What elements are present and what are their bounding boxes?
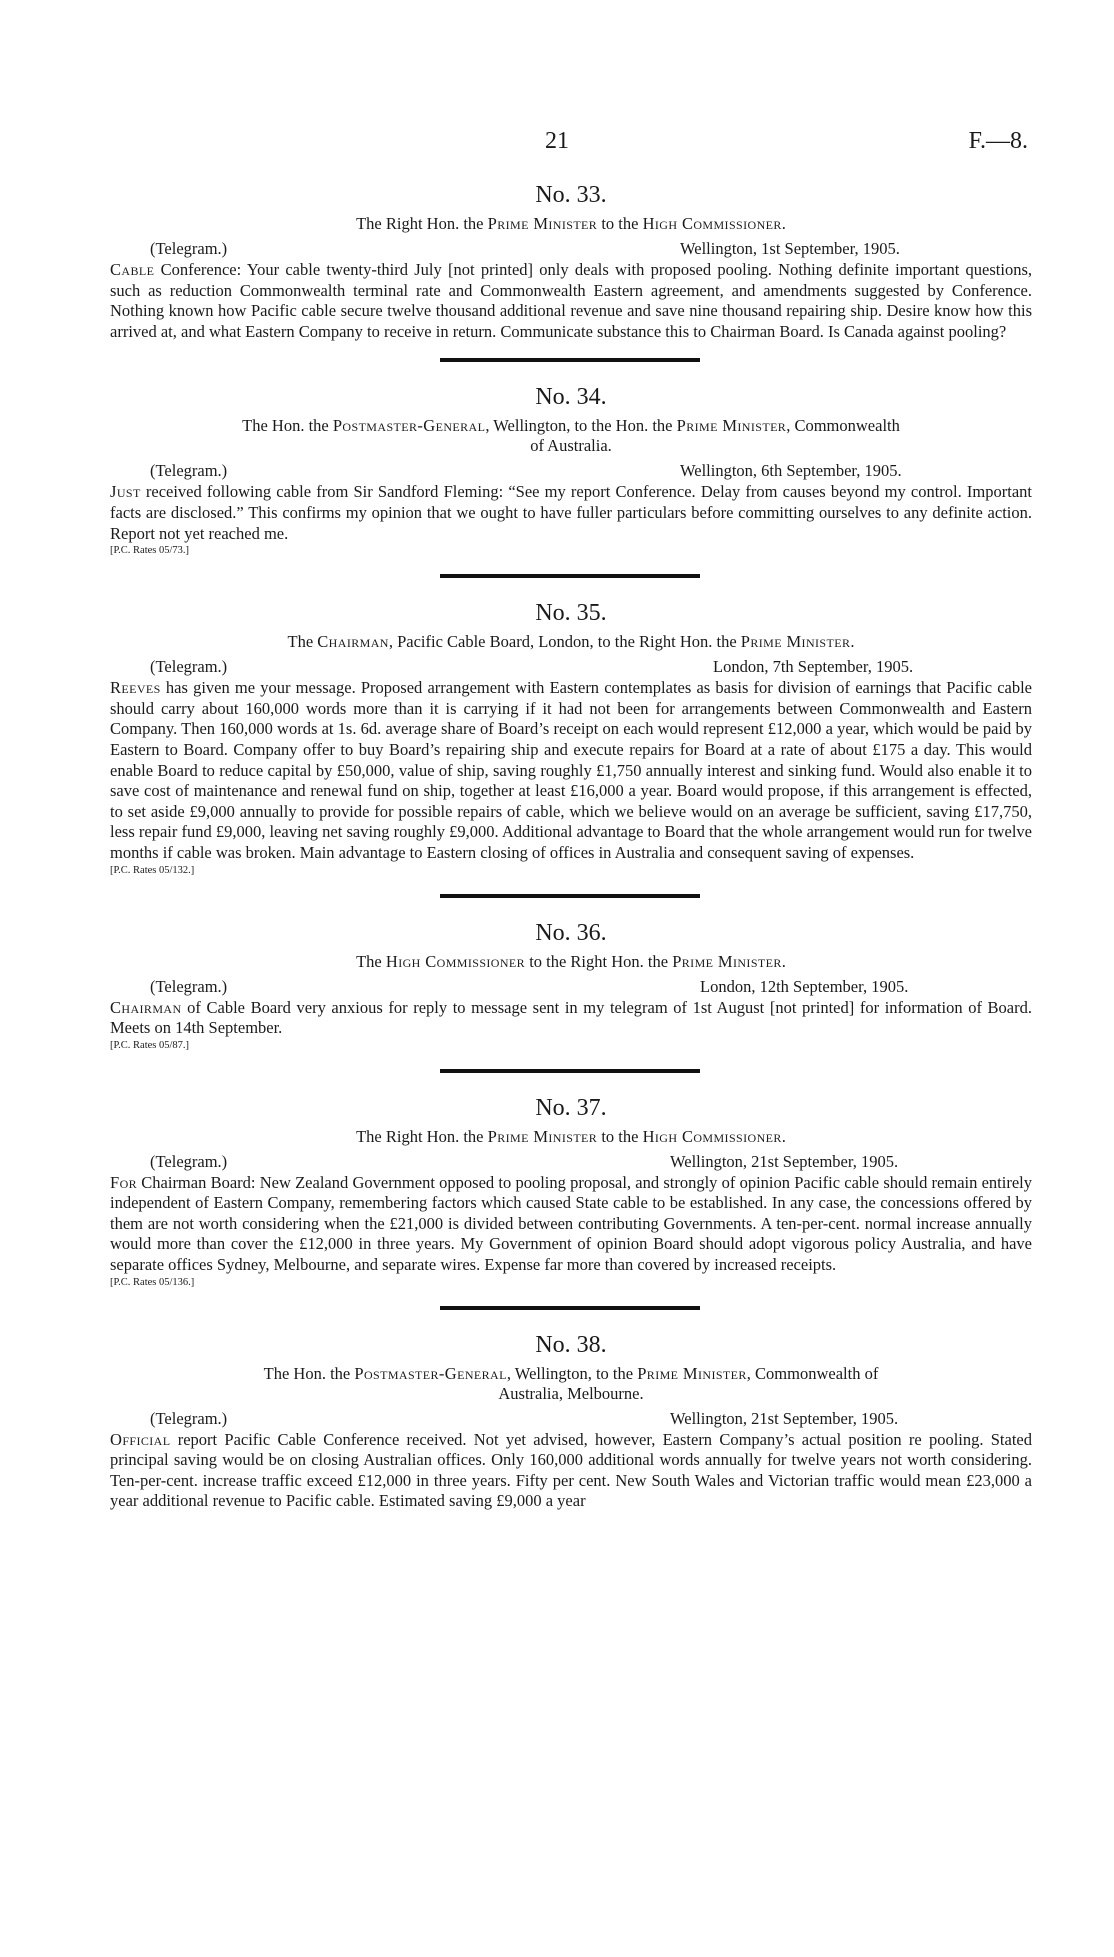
- addressee-title: Chairman: [317, 632, 389, 652]
- section-addressee: [110, 952, 1032, 972]
- section-addressee: [110, 1364, 1032, 1404]
- file-reference: [P.C. Rates 05/136.]: [110, 1276, 195, 1288]
- section-addressee: [110, 214, 1032, 234]
- series-reference: F.—8.: [968, 128, 1028, 154]
- addressee-title: High Commissioner: [642, 1126, 782, 1146]
- section-number: No. 38.: [535, 1331, 607, 1358]
- addressee-title: Prime Minister: [487, 214, 598, 233]
- telegram-label: (Telegram.): [150, 976, 228, 996]
- addressee-continuation: Australia, Melbourne.: [498, 1383, 644, 1403]
- body-text: Chairman Board: New Zealand Government opposed to pooling proposal, and strongly of opinion Pacific cable should remain entirely independent of Eastern Company, remembering factors which caused State cable to be established. In any case, the concessions offered by them are not worth considering when the £21,000 is divided between contributing Governments. A ten-per-cent. normal increase annually would more than cover the £12,000 in three years. My Government of opinion Board should adopt vigorous policy Australia, and have separate offices Sydney, Melbourne, and separate wires. Expense far more than covered by increased receipts.: [110, 1172, 1032, 1275]
- addressee-text: .: [781, 951, 786, 971]
- place-date: Wellington, 1st September, 1905.: [680, 239, 900, 258]
- addressee-text: to the: [597, 1126, 643, 1146]
- telegram-line: [110, 460, 1032, 482]
- section-addressee: [110, 1127, 1032, 1147]
- lead-word: Cable: [110, 260, 155, 279]
- telegram-label: (Telegram.): [150, 461, 228, 481]
- addressee-title: Prime Minister: [740, 632, 851, 652]
- body-text: of Cable Board very anxious for reply to message sent in my telegram of 1st August [not printed] for information of Board. Meets on 14th September.: [110, 997, 1032, 1038]
- section-divider: [440, 358, 700, 362]
- telegram-line: [110, 976, 1032, 998]
- section-divider: [440, 574, 700, 578]
- place-date: London, 7th September, 1905.: [713, 657, 914, 677]
- section-no-35: [110, 598, 1032, 877]
- section-text: [110, 260, 1032, 342]
- telegram-line: [110, 1151, 1032, 1173]
- addressee-text: .: [781, 1126, 786, 1146]
- section-number: No. 33.: [535, 182, 607, 208]
- addressee-text: .: [781, 214, 786, 233]
- file-reference: [P.C. Rates 05/73.]: [110, 545, 190, 557]
- section-text: [110, 1430, 1032, 1512]
- addressee-title: Prime Minister: [487, 1126, 598, 1146]
- section-no-37: [110, 1093, 1032, 1290]
- addressee-title: Prime Minister: [676, 416, 787, 436]
- addressee-text: The: [287, 632, 318, 652]
- body-text: report Pacific Cable Conference received. Not yet advised, however, Eastern Company’s actual position re pooling. Stated principal saving would be on closing Australian offices. Only 160,000 additional words annually for twelve years not worth considering. Ten-per-cent. increase traffic exceed £12,000 in three years. Fifty per cent. New South Wales and Victorian traffic would mean £23,000 a year additional revenue to Pacific cable. Estimated saving £9,000 a year: [110, 1429, 1032, 1511]
- section-no-36: [110, 918, 1032, 1053]
- section-number: No. 34.: [535, 384, 607, 411]
- section-no-38: [110, 1330, 1032, 1512]
- addressee-text: , Wellington, to the Hon. the: [485, 416, 677, 436]
- telegram-label: (Telegram.): [150, 239, 228, 258]
- section-addressee: [110, 416, 1032, 456]
- section-text: [110, 482, 1032, 544]
- document-body: [110, 180, 1032, 1512]
- lead-word: Official: [110, 1429, 171, 1449]
- addressee-text: , Wellington, to the: [506, 1363, 638, 1383]
- addressee-text: , Commonwealth of: [746, 1363, 879, 1383]
- section-no-33: [110, 180, 1032, 342]
- addressee-text: to the: [597, 214, 643, 233]
- addressee-title: Postmaster-General: [354, 1363, 507, 1383]
- place-date: Wellington, 21st September, 1905.: [670, 1408, 899, 1428]
- telegram-line: [110, 656, 1032, 678]
- addressee-text: The Hon. the: [242, 416, 333, 436]
- addressee-title: Postmaster-General: [332, 416, 486, 436]
- lead-word: Reeves: [110, 678, 161, 698]
- lead-word: For: [110, 1172, 138, 1192]
- addressee-text: , Pacific Cable Board, London, to the Right Hon. the: [388, 632, 741, 652]
- place-date: London, 12th September, 1905.: [700, 976, 909, 996]
- addressee-title: High Commissioner: [642, 214, 782, 233]
- section-divider: [440, 1069, 700, 1073]
- page-header: [0, 128, 1114, 158]
- place-date: Wellington, 6th September, 1905.: [680, 461, 902, 481]
- telegram-line: [110, 238, 1032, 260]
- file-reference: [P.C. Rates 05/132.]: [110, 864, 195, 876]
- section-text: [110, 678, 1032, 863]
- addressee-text: to the Right Hon. the: [525, 951, 673, 971]
- section-text: [110, 1173, 1032, 1276]
- place-date: Wellington, 21st September, 1905.: [670, 1151, 899, 1171]
- section-divider: [440, 1306, 700, 1310]
- telegram-label: (Telegram.): [150, 1408, 228, 1428]
- section-number: No. 35.: [535, 600, 607, 627]
- addressee-title: Prime Minister: [672, 951, 782, 971]
- section-no-34: [110, 382, 1032, 558]
- lead-word: Chairman: [110, 997, 182, 1017]
- telegram-line: [110, 1408, 1032, 1430]
- addressee-text: The Right Hon. the: [356, 214, 488, 233]
- page-number: 21: [545, 128, 569, 154]
- body-text: has given me your message. Proposed arrangement with Eastern contemplates as basis for division of earnings that Pacific cable should carry about 160,000 words more than it is carrying if it had not been for arrangements between Commonwealth and Eastern Company. Then 160,000 words at 1s. 6d. average share of Board’s receipt on each would represent £12,000 a year, which would be paid by Eastern to Board. Company offer to buy Board’s repairing ship and execute repairs for Board at a rate of about £175 a day. This would enable Board to reduce capital by £50,000, value of ship, saving roughly £1,750 annually interest and sinking fund. Would also enable it to save cost of maintenance and renewal fund on ship, together at least £16,000 a year. Board would propose, if this arrangement is effected, to set aside £9,000 annually to provide for possible repairs of cable, which we believe would on an average be sufficient, saving £17,750, less repair fund £9,000, leaving net saving roughly £9,000. Additional advantage to Board that the whole arrangement would run for twelve months if cable was broken. Main advantage to Eastern closing of offices in Australia and consequent saving of expenses.: [110, 678, 1032, 862]
- section-divider: [440, 894, 700, 898]
- addressee-text: , Commonwealth: [786, 416, 900, 436]
- section-addressee: [110, 632, 1032, 652]
- telegram-label: (Telegram.): [150, 1151, 228, 1171]
- section-text: [110, 998, 1032, 1039]
- body-text: Conference: Your cable twenty-third July [not printed] only deals with proposed pooling. Nothing definite important questions, such as reduction Commonwealth terminal rate and Commonwealth Eastern agreement, and amendments suggested by Conference. Nothing known how Pacific cable secure twelve thousand additional revenue and save nine thousand repairing ship. Desire know how this arrived at, and what Eastern Company to receive in return. Communicate substance this to Chairman Board. Is Canada against pooling?: [110, 260, 1032, 341]
- file-reference: [P.C. Rates 05/87.]: [110, 1039, 190, 1051]
- body-text: received following cable from Sir Sandford Fleming: “See my report Conference. Delay from causes beyond my control. Important facts are disclosed.” This confirms my opinion that we ought to have fuller particulars before committing ourselves to any definite action. Report not yet reached me.: [110, 482, 1032, 543]
- section-number: No. 36.: [535, 919, 607, 946]
- addressee-title: High Commissioner: [385, 951, 526, 971]
- addressee-text: The Hon. the: [263, 1363, 355, 1383]
- addressee-title: Prime Minister: [637, 1363, 747, 1383]
- addressee-text: The Right Hon. the: [356, 1126, 488, 1146]
- telegram-label: (Telegram.): [150, 657, 228, 677]
- addressee-text: The: [356, 951, 386, 971]
- lead-word: Just: [110, 482, 141, 502]
- section-number: No. 37.: [535, 1094, 607, 1121]
- addressee-continuation: of Australia.: [530, 436, 612, 456]
- addressee-text: .: [850, 632, 855, 652]
